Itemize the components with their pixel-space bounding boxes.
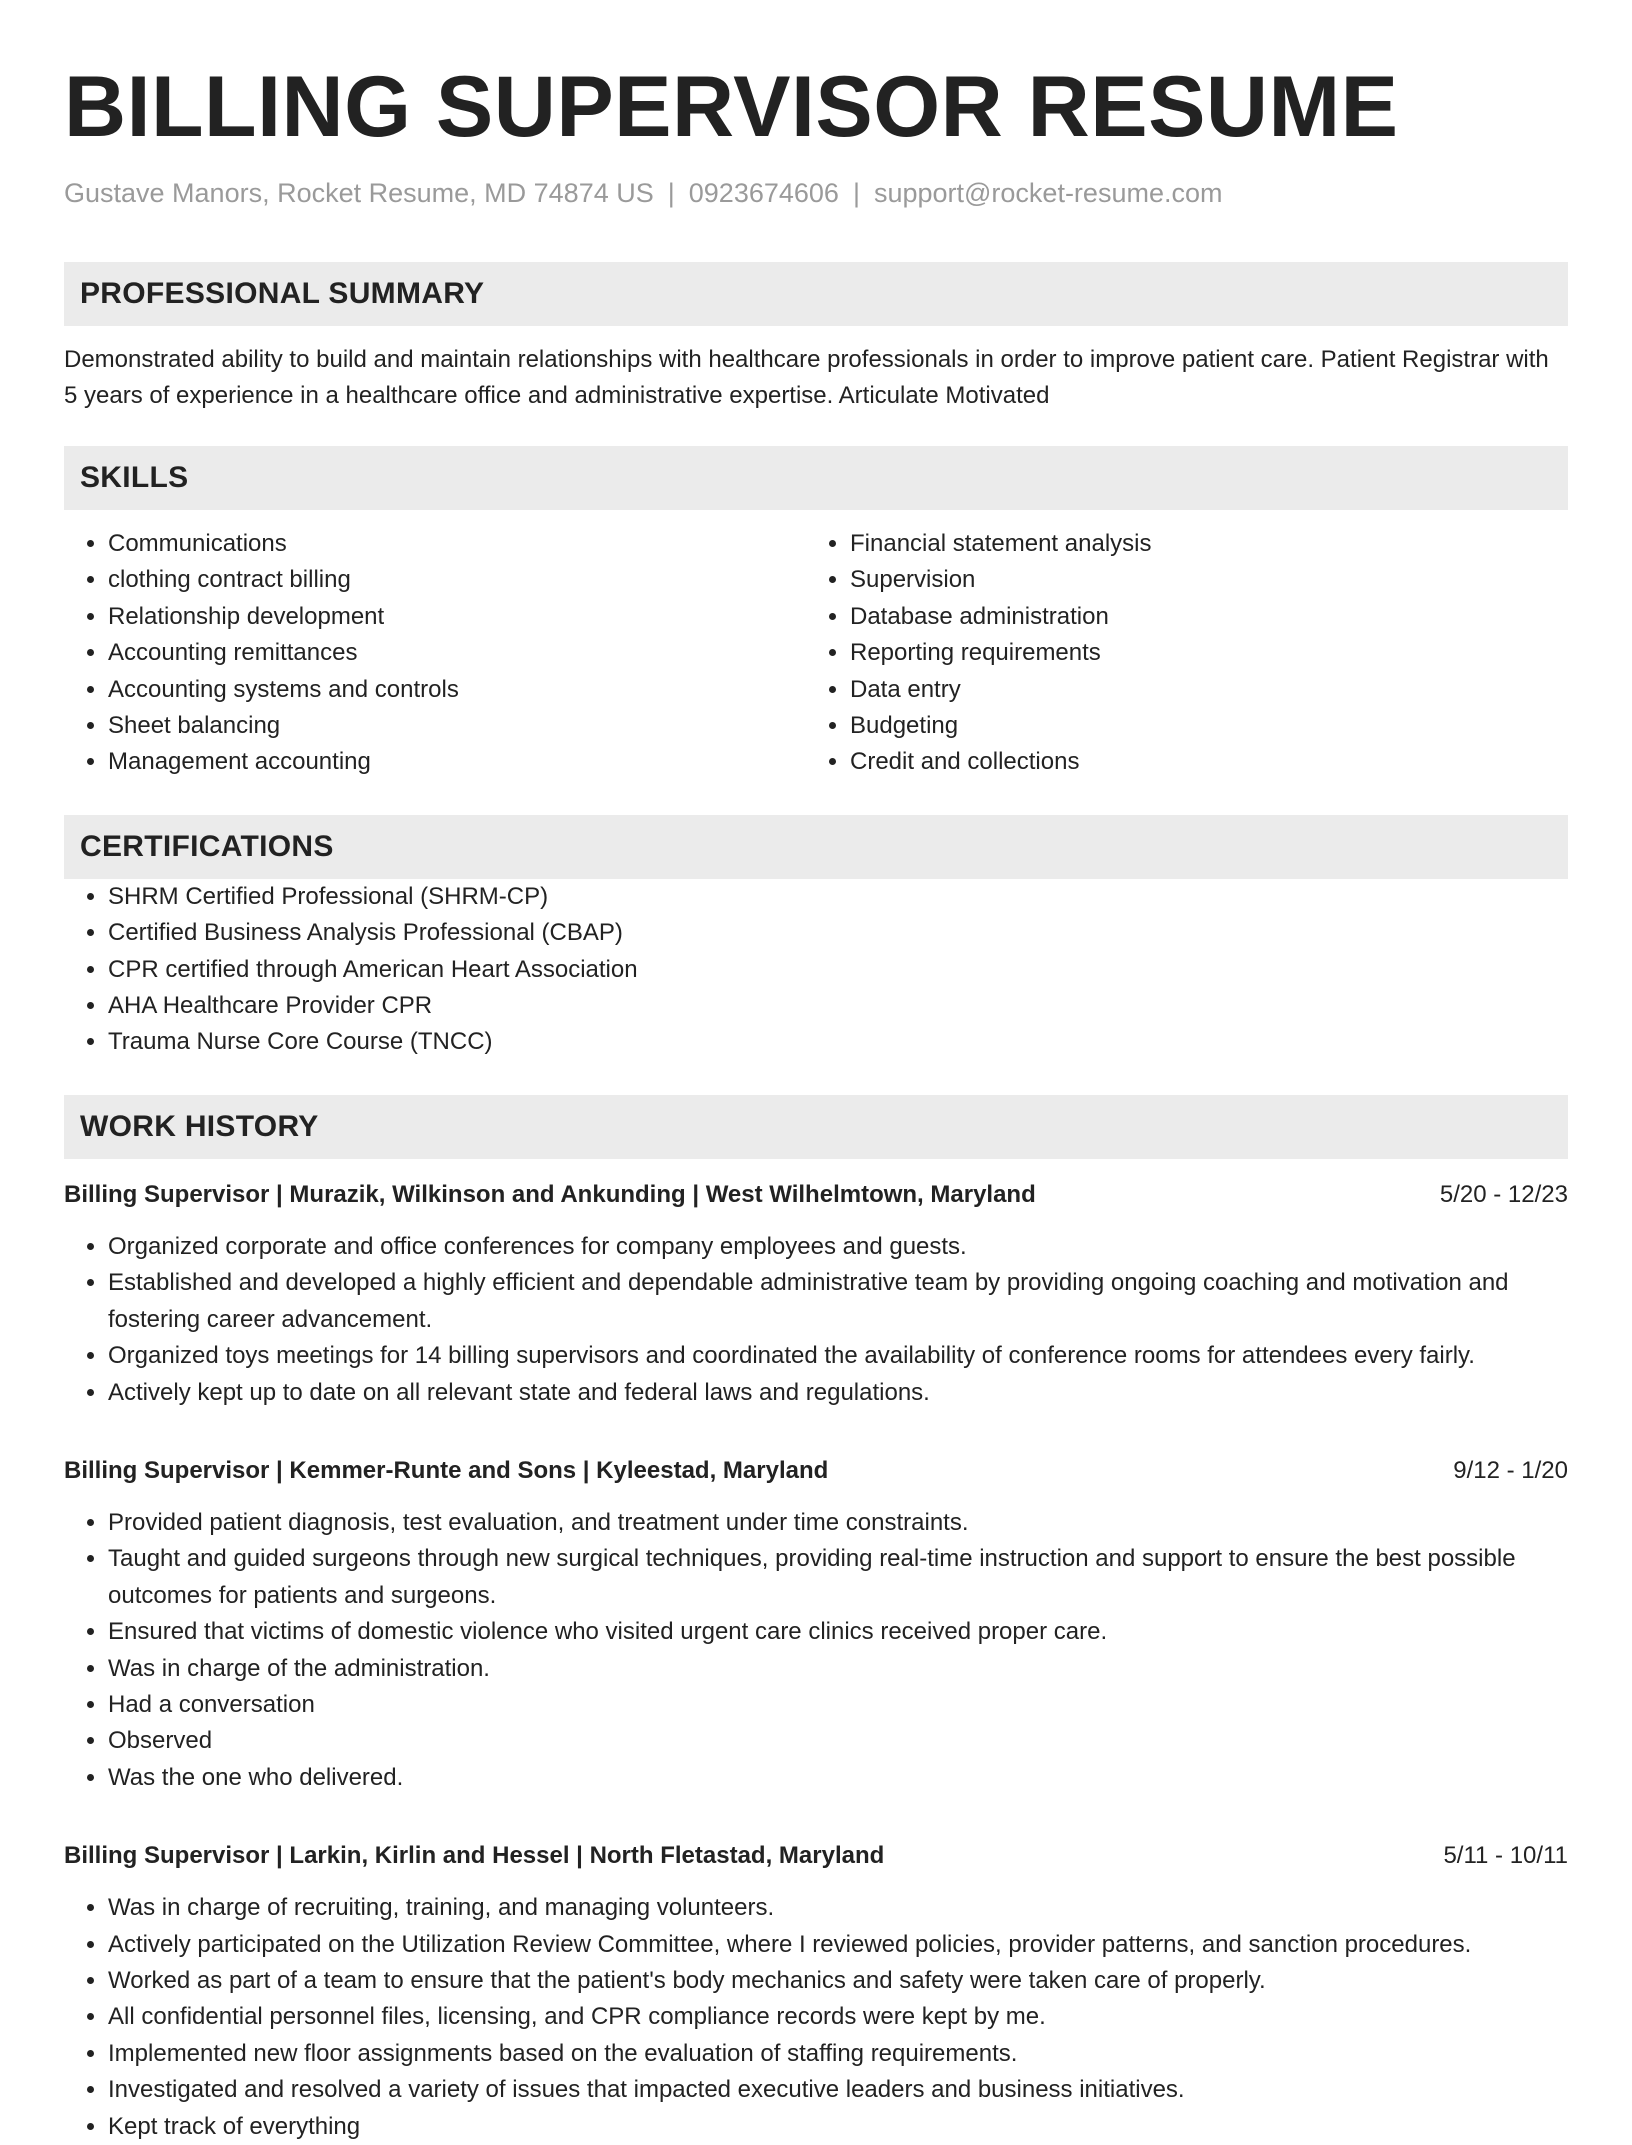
- job-bullet: • Actively kept up to date on all relevant state and federal laws and regulations.: [108, 1375, 1568, 1411]
- skill-item: • Budgeting: [850, 708, 1548, 744]
- job-bullet: • Established and developed a highly efficient and dependable administrative team by providing ongoing coaching and motivation and fostering career advancement.: [108, 1265, 1568, 1338]
- skill-item: • Credit and collections: [850, 744, 1548, 780]
- job-bullet: • Observed: [108, 1723, 1568, 1759]
- job-title: Billing Supervisor | Murazik, Wilkinson and Ankunding | West Wilhelmtown, Maryland: [64, 1180, 1036, 1208]
- job-bullet: • Organized toys meetings for 14 billing supervisors and coordinated the availability of conference rooms for attendees every fairly.: [108, 1338, 1568, 1374]
- job-bullet: • Kept track of everything: [108, 2109, 1568, 2145]
- job-dates: 5/20 - 12/23: [1439, 1180, 1568, 1208]
- job-bullet: • Provided patient diagnosis, test evaluation, and treatment under time constraints.: [108, 1505, 1568, 1541]
- skills-column-right: [806, 526, 1548, 781]
- job-dates: 5/11 - 10/11: [1443, 1842, 1568, 1870]
- job-header: [64, 1453, 1568, 1489]
- job-bullet: • Was in charge of recruiting, training, and managing volunteers.: [108, 1890, 1568, 1926]
- job-bullets: [64, 1890, 1568, 2145]
- job-bullet: • Was in charge of the administration.: [108, 1651, 1568, 1687]
- job-bullet: • Investigated and resolved a variety of issues that impacted executive leaders and business initiatives.: [108, 2072, 1568, 2108]
- section-header-summary: PROFESSIONAL SUMMARY: [64, 262, 1568, 326]
- contact-line: [64, 176, 1568, 210]
- skills-column-left: [64, 526, 806, 781]
- section-header-work-history: WORK HISTORY: [64, 1095, 1568, 1159]
- skill-item: • clothing contract billing: [108, 562, 806, 598]
- skills-list-left: [64, 526, 806, 781]
- job-title: Billing Supervisor | Kemmer-Runte and Sons | Kyleestad, Maryland: [64, 1456, 829, 1484]
- job-entry: [64, 1177, 1568, 1411]
- certification-item: • Certified Business Analysis Professional (CBAP): [108, 915, 1568, 951]
- certification-item: • CPR certified through American Heart Association: [108, 952, 1568, 988]
- job-bullet: • All confidential personnel files, licensing, and CPR compliance records were kept by me.: [108, 1999, 1568, 2035]
- job-title: Billing Supervisor | Larkin, Kirlin and Hessel | North Fletastad, Maryland: [64, 1842, 885, 1870]
- certification-item: • Trauma Nurse Core Course (TNCC): [108, 1024, 1568, 1060]
- job-header: [64, 1838, 1568, 1874]
- skill-item: • Accounting systems and controls: [108, 672, 806, 708]
- contact-email: support@rocket-resume.com: [873, 178, 1223, 208]
- section-header-skills: SKILLS: [64, 446, 1568, 510]
- job-bullets: [64, 1229, 1568, 1411]
- skill-item: • Data entry: [850, 672, 1548, 708]
- job-bullet: • Worked as part of a team to ensure that the patient's body mechanics and safety were taken care of properly.: [108, 1963, 1568, 1999]
- skills-grid: [64, 526, 1568, 781]
- certification-item: • SHRM Certified Professional (SHRM-CP): [108, 879, 1568, 915]
- certifications-list: [64, 879, 1568, 1061]
- skill-item: • Accounting remittances: [108, 635, 806, 671]
- contact-address: Gustave Manors, Rocket Resume, MD 74874 US: [64, 178, 654, 208]
- skill-item: • Sheet balancing: [108, 708, 806, 744]
- certification-item: • AHA Healthcare Provider CPR: [108, 988, 1568, 1024]
- job-bullet: • Organized corporate and office conferences for company employees and guests.: [108, 1229, 1568, 1265]
- job-bullet: • Had a conversation: [108, 1687, 1568, 1723]
- skill-item: • Reporting requirements: [850, 635, 1548, 671]
- summary-text: Demonstrated ability to build and maintain relationships with healthcare professionals in order to improve patient care. Patient Registrar with 5 years of experience in a healthcare office and administrative expertise. Articulate Motivated: [64, 346, 1549, 409]
- job-entry: [64, 1838, 1568, 2145]
- skill-item: • Supervision: [850, 562, 1548, 598]
- skill-item: • Database administration: [850, 599, 1548, 635]
- job-bullet: • Implemented new floor assignments based on the evaluation of staffing requirements.: [108, 2036, 1568, 2072]
- contact-phone: 0923674606: [688, 178, 839, 208]
- contact-separator: |: [667, 178, 675, 208]
- job-bullet: • Ensured that victims of domestic violence who visited urgent care clinics received proper care.: [108, 1614, 1568, 1650]
- job-dates: 9/12 - 1/20: [1453, 1456, 1568, 1484]
- job-header: [64, 1177, 1568, 1213]
- job-bullet: • Actively participated on the Utilization Review Committee, where I reviewed policies, provider patterns, and sanction procedures.: [108, 1927, 1568, 1963]
- job-bullet: • Was the one who delivered.: [108, 1760, 1568, 1796]
- contact-separator: |: [852, 178, 860, 208]
- section-header-certifications: CERTIFICATIONS: [64, 815, 1568, 879]
- skill-item: • Communications: [108, 526, 806, 562]
- resume-title: BILLING SUPERVISOR RESUME: [64, 59, 1399, 155]
- skill-item: • Financial statement analysis: [850, 526, 1548, 562]
- job-bullets: [64, 1505, 1568, 1796]
- skill-item: • Management accounting: [108, 744, 806, 780]
- skill-item: • Relationship development: [108, 599, 806, 635]
- job-bullet: • Taught and guided surgeons through new surgical techniques, providing real-time instruction and support to ensure the best possible outcomes for patients and surgeons.: [108, 1541, 1568, 1614]
- skills-list-right: [806, 526, 1548, 781]
- job-entry: [64, 1453, 1568, 1796]
